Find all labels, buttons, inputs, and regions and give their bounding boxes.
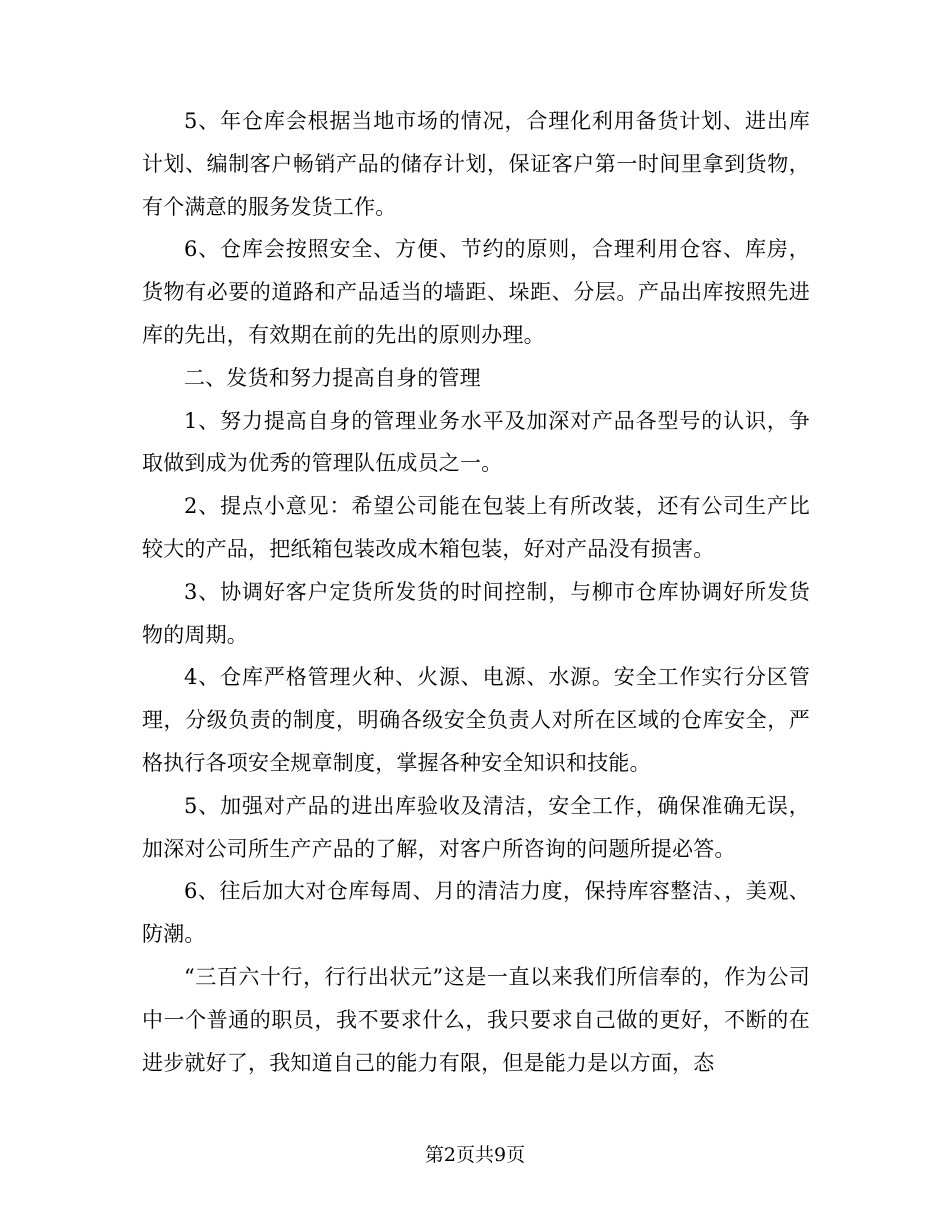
paragraph: 4、仓库严格管理火种、火源、电源、水源。安全工作实行分区管理，分级负责的制度，明确各级安全负责人对所在区域的仓库安全，严格执行各项安全规章制度，掌握各种安全知识和技能。 [142,665,810,775]
paragraph: 5、加强对产品的进出库验收及清洁，安全工作，确保准确无误，加深对公司所生产产品的了解，对客户所咨询的问题所提必答。 [142,793,810,861]
paragraph: “三百六十行，行行出状元”这是一直以来我们所信奉的，作为公司中一个普通的职员，我不要求什么，我只要求自己做的更好，不断的在进步就好了，我知道自己的能力有限，但是能力是以方面，态 [142,964,810,1075]
paragraph: 3、协调好客户定货所发货的时间控制，与柳市仓库协调好所发货物的周期。 [142,579,810,647]
section-heading: 二、发货和努力提高自身的管理 [184,365,481,390]
paragraph: 6、仓库会按照安全、方便、节约的原则，合理利用仓容、库房，货物有必要的道路和产品适当的墙距、垛距、分层。产品出库按照先进库的先出，有效期在前的先出的原则办理。 [142,237,810,347]
paragraph: 2、提点小意见：希望公司能在包装上有所改装，还有公司生产比较大的产品，把纸箱包装改成木箱包装，好对产品没有损害。 [142,494,810,561]
document-body [142,100,810,1084]
paragraph: 5、年仓库会根据当地市场的情况，合理化利用备货计划、进出库计划、编制客户畅销产品的储存计划，保证客户第一时间里拿到货物，有个满意的服务发货工作。 [142,109,810,219]
paragraph: 6、往后加大对仓库每周、月的清洁力度，保持库容整洁、，美观、防潮。 [142,879,810,947]
page-number-footer: 第2页共9页 [424,1144,526,1166]
paragraph: 1、努力提高自身的管理业务水平及加深对产品各型号的认识，争取做到成为优秀的管理队伍成员之一。 [142,408,810,476]
